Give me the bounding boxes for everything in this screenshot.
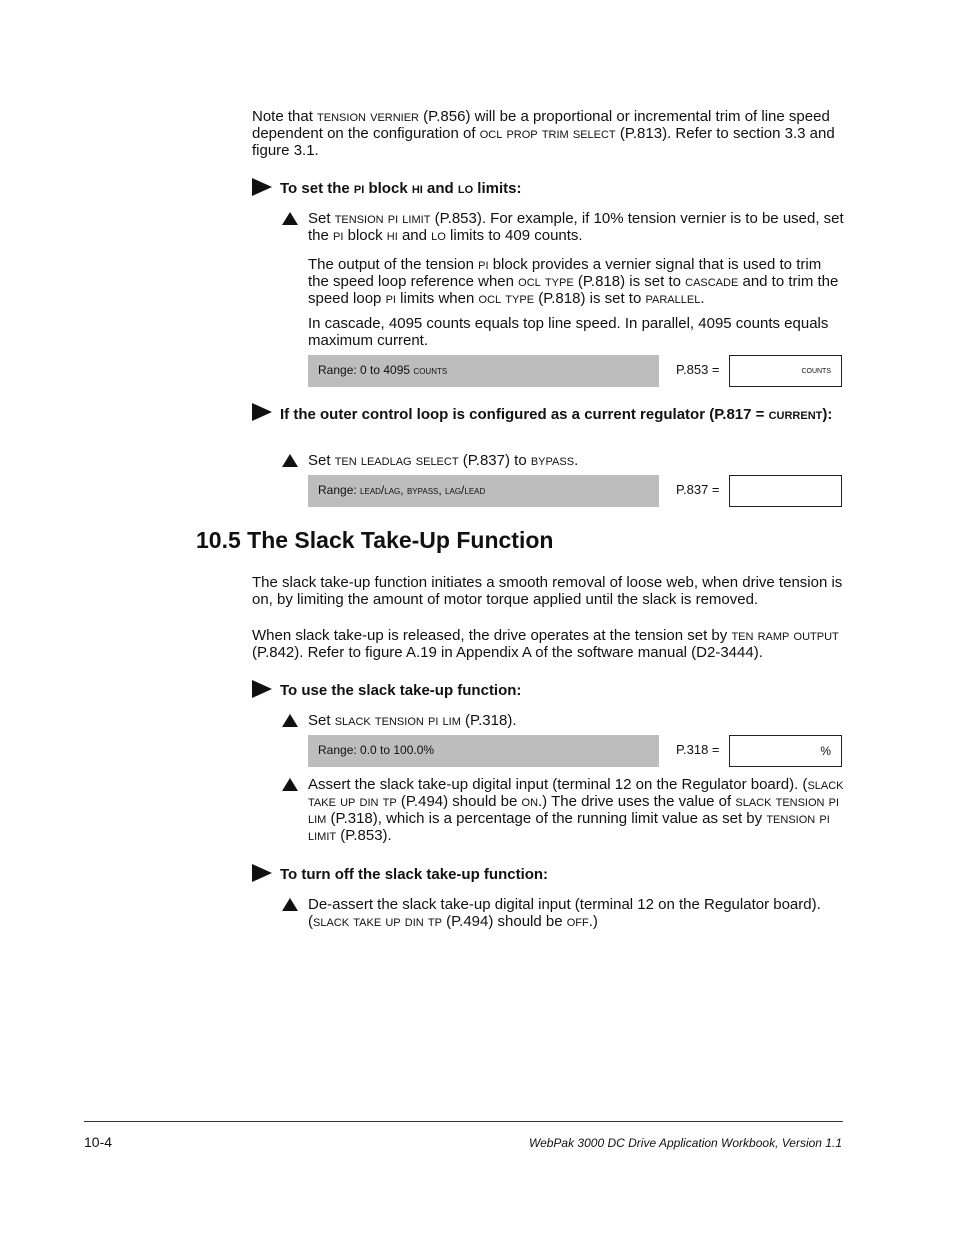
bullet-deassert-input: De-assert the slack take-up digital input (terminal 12 on the Regulator board). (slack take up din tp (P.494) should be off.) (308, 896, 821, 930)
param-label-p318: P.318 = (676, 742, 720, 757)
param-value-box-p837[interactable] (729, 475, 842, 507)
triangle-bullet-icon (282, 776, 300, 792)
slack-release-paragraph: When slack take-up is released, the drive operates at the tension set by ten ramp output (P.842). Refer to figure A.19 in Appendix A of the software manual (D2-3444). (252, 627, 839, 661)
param-value-box-p318[interactable]: % (729, 735, 842, 767)
arrow-right-icon (252, 178, 272, 196)
arrow-right-icon (252, 864, 272, 882)
arrow-right-icon (252, 403, 272, 421)
param-label-p853: P.853 = (676, 362, 720, 377)
range-p837: Range: lead/lag, bypass, lag/lead (308, 475, 659, 507)
triangle-bullet-icon (282, 210, 300, 226)
slack-intro-paragraph: The slack take-up function initiates a smooth removal of loose web, when drive tension is on, by limiting the amount of motor torque applied until the slack is removed. (252, 574, 843, 608)
triangle-bullet-icon (282, 452, 300, 468)
bullet-set-tension-pi-limit: Set tension pi limit (P.853). For example, if 10% tension vernier is to be used, set the pi block hi and lo limits to 409 counts. (308, 210, 844, 244)
document-title: WebPak 3000 DC Drive Application Workbook, Version 1.1 (528, 1136, 842, 1150)
param-label-p837: P.837 = (676, 482, 720, 497)
section-heading: 10.5 The Slack Take-Up Function (196, 527, 554, 553)
triangle-bullet-icon (282, 896, 300, 912)
output-paragraph: The output of the tension pi block provides a vernier signal that is used to trim the speed loop reference when ocl type (P.818) is set to cascade and to trim the speed loop pi limits when ocl type (P.818) is set to parallel. (308, 256, 839, 307)
footer-rule (84, 1121, 843, 1122)
bullet-set-leadlag: Set ten leadlag select (P.837) to bypass. (308, 452, 579, 469)
triangle-bullet-icon (282, 712, 300, 728)
range-p318: Range: 0.0 to 100.0% (308, 735, 659, 767)
page-number: 10-4 (84, 1134, 113, 1150)
cascade-paragraph: In cascade, 4095 counts equals top line speed. In parallel, 4095 counts equals maximum current. (308, 315, 829, 349)
range-p853: Range: 0 to 4095 counts (308, 355, 659, 387)
intro-paragraph: Note that tension vernier (P.856) will be a proportional or incremental trim of line speed dependent on the configuration of ocl prop trim select (P.813). Refer to section 3.3 and figure 3.1. (252, 108, 835, 159)
bullet-assert-input: Assert the slack take-up digital input (terminal 12 on the Regulator board). (slack take up din tp (P.494) should be on.) The drive uses the value of slack tension pi lim (P.318), which is a percentage of the running limit value as set by tension pi limit (P.853). (308, 776, 844, 844)
bullet-set-slack-tension: Set slack tension pi lim (P.318). (308, 712, 517, 729)
param-value-box-p853[interactable]: counts (729, 355, 842, 387)
arrow-right-icon (252, 680, 272, 698)
